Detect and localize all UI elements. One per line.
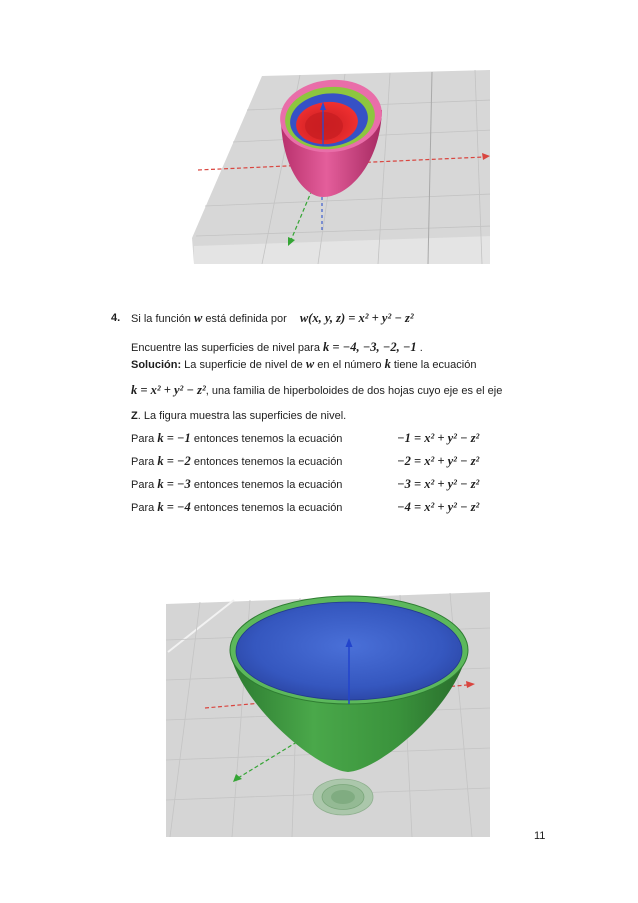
statement-text: Si la función: [131, 313, 191, 325]
function-symbol: w: [194, 311, 203, 325]
solution-text: La superficie de nivel de: [184, 359, 303, 371]
bottom-figure-hyperboloid: [165, 590, 490, 837]
axis-note: [131, 408, 346, 424]
case-text: entonces tenemos la ecuación: [193, 433, 343, 445]
axis-note-text: . La figura muestra las superficies de nivel.: [137, 410, 347, 422]
solution-label: Solución:: [131, 359, 182, 371]
solution-text: tiene la ecuación: [393, 359, 477, 371]
surface-family: [131, 382, 502, 399]
case-text: Para: [131, 433, 155, 445]
problem-task: [131, 339, 423, 356]
family-equation: k = x² + y² − z²: [131, 383, 206, 397]
case-text: entonces tenemos la ecuación: [193, 502, 343, 514]
case-line: [131, 430, 480, 447]
case-equation: −3 = x² + y² − z²: [397, 477, 480, 491]
case-text: Para: [131, 456, 155, 468]
level-symbol: k: [384, 357, 391, 371]
case-line: [131, 499, 480, 516]
projection-ring-inner: [331, 790, 355, 804]
problem-statement: [131, 310, 414, 327]
case-line: [131, 476, 480, 493]
function-definition: w(x, y, z) = x² + y² − z²: [299, 311, 414, 325]
case-k-value: k = −3: [157, 477, 191, 491]
axis-label: Z: [131, 410, 138, 422]
case-line: [131, 453, 480, 470]
case-text: entonces tenemos la ecuación: [193, 479, 343, 491]
task-period: .: [419, 342, 423, 354]
task-text: Encuentre las superficies de nivel para: [131, 342, 320, 354]
family-text: , una familia de hiperboloides de dos hojas cuyo eje es el eje: [205, 385, 503, 397]
statement-text: está definida por: [205, 313, 287, 325]
level-curve-projection: [313, 779, 373, 815]
case-equation: −4 = x² + y² − z²: [397, 500, 480, 514]
page-number: 11: [534, 830, 546, 842]
solution-text: en el número: [317, 359, 382, 371]
level-values: k = −4, −3, −2, −1: [323, 340, 417, 354]
problem-number: 4.: [111, 312, 121, 324]
function-symbol: w: [305, 357, 315, 371]
case-equation: −2 = x² + y² − z²: [397, 454, 480, 468]
case-k-value: k = −2: [157, 454, 191, 468]
solution-intro: [131, 356, 476, 373]
case-k-value: k = −1: [157, 431, 191, 445]
case-text: Para: [131, 502, 155, 514]
case-text: entonces tenemos la ecuación: [193, 456, 343, 468]
case-text: Para: [131, 479, 155, 491]
case-k-value: k = −4: [157, 500, 191, 514]
top-figure-level-surfaces: [190, 68, 490, 264]
case-equation: −1 = x² + y² − z²: [397, 431, 480, 445]
surface-red-inner: [305, 112, 343, 140]
